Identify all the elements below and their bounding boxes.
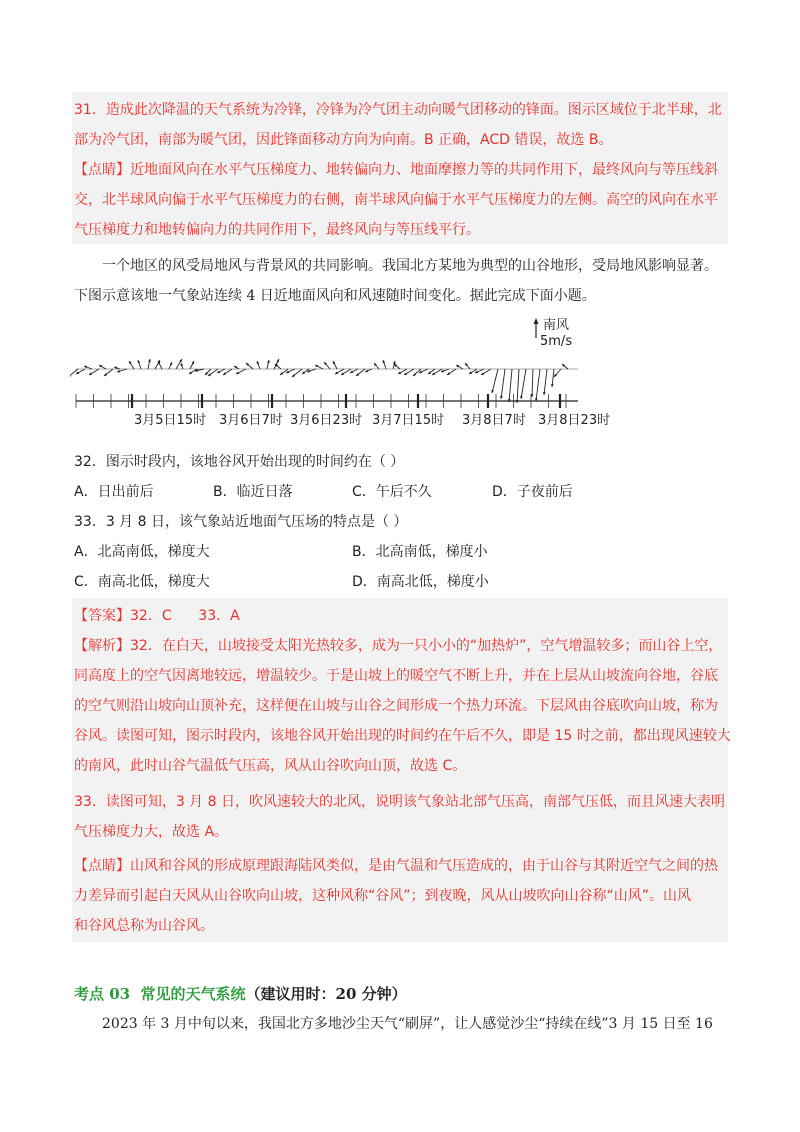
tip-2-text-1: 山风和谷风的形成原理跟海陆风类似，是由气温和气压造成的，由于山谷与其附近空气之间的热 [130, 858, 718, 874]
tip-2-line-3: 和谷风总称为山谷风。 [74, 918, 214, 934]
analysis-tag: 【解析】 [74, 638, 130, 654]
tip-2-line-2: 力差异而引起白天风从山谷吹向山坡，这种风称“谷风”；到夜晚，风从山坡吹向山谷称“山风”。山风 [74, 888, 692, 904]
tick-label-2: 3月6日7时 [219, 413, 283, 428]
tick-label-6: 3月8日23时 [538, 413, 611, 428]
wind-arrow [544, 369, 547, 395]
q33-stem: 33．3 月 8 日，该气象站近地面气压场的特点是（ ） [74, 514, 408, 530]
analysis-line-7: 气压梯度力大，故选 A。 [74, 824, 229, 840]
legend-arrowhead [534, 318, 539, 324]
answer-text: 32．C 33．A [130, 608, 240, 624]
q32-option-b: B．临近日落 [213, 484, 293, 500]
wind-arrow [517, 369, 519, 403]
section-note: （建议用时：20 分钟） [245, 985, 407, 1003]
q32-option-c: C．午后不久 [352, 484, 432, 500]
q33-option-a: A．北高南低，梯度大 [74, 544, 210, 560]
legend-speed: 5m/s [540, 334, 573, 349]
analysis-line-3: 的空气则沿山坡向山顶补充，这样便在山坡与山谷之间形成一个热力环流。下层风由谷底吹向山坡，称为 [74, 698, 718, 714]
q32-option-a: A．日出前后 [74, 484, 154, 500]
q32-stem: 32．图示时段内，该地谷风开始出现的时间约在（ ） [74, 454, 405, 470]
wind-arrowhead [181, 363, 184, 366]
tip-1-line-1 [74, 160, 718, 180]
tick-label-5: 3月8日7时 [462, 413, 526, 428]
q33-option-d: D．南高北低，梯度小 [352, 574, 489, 590]
answer-line [74, 606, 240, 626]
analysis-line-4: 谷风。读图可知，图示时段内，该地谷风开始出现的时间约在午后不久，即是 15 时之前，都出现风速较大 [74, 728, 731, 744]
tick-label-1: 3月5日15时 [134, 413, 207, 428]
wind-arrowhead [383, 360, 386, 363]
wind-arrowhead [138, 360, 141, 363]
intro-line-1: 一个地区的风受局地风与背景风的共同影响。我国北方某地为典型的山谷地形，受局地风影响显著。 [102, 258, 718, 274]
wind-arrow [532, 369, 533, 397]
q33-option-b: B．北高南低，梯度小 [352, 544, 488, 560]
wind-arrow [501, 369, 505, 399]
answer-tag: 【答案】 [74, 608, 130, 624]
intro-line-2: 下图示意该地一气象站连续 4 日近地面风向和风速随时间变化。据此完成下面小题。 [74, 288, 596, 304]
legend-direction: 南风 [543, 318, 570, 333]
analysis-line-2: 同高度上的空气因离地较远，增温较少。于是山坡上的暖空气不断上升，并在上层从山坡流向谷地，谷底 [74, 668, 718, 684]
q31-answer-line-1: 31．造成此次降温的天气系统为冷锋，冷锋为冷气团主动向暖气团移动的锋面。图示区域位于北半球，北 [74, 102, 722, 118]
q31-answer-line-2: 部为冷气团，南部为暖气团，因此锋面移动方向为向南。B 正确，ACD 错误，故选 B。 [74, 132, 613, 148]
section-title: 考点 03 常见的天气系统 [74, 985, 246, 1003]
tip-2-line-1 [74, 856, 718, 876]
wind-arrow [536, 369, 540, 401]
wind-arrow [509, 369, 512, 402]
tip-1-line-2: 交，北半球风向偏于水平气压梯度力的右侧，南半球风向偏于水平气压梯度力的左侧。高空的风向在水平 [74, 192, 718, 208]
wind-arrows-group [70, 359, 568, 403]
analysis-line-5: 的南风，此时山谷气温低气压高，风从山谷吹向山顶，故选 C。 [74, 758, 467, 774]
wind-arrow [521, 369, 526, 399]
tip-1-text-1: 近地面风向在水平气压梯度力、地转偏向力、地面摩擦力等的共同作用下，最终风向与等压线斜 [130, 162, 718, 178]
tick-label-3: 3月6日23时 [290, 413, 363, 428]
wind-time-series-figure [70, 312, 630, 432]
q32-option-d: D．子夜前后 [492, 484, 573, 500]
tip-2-tag: 【点睛】 [74, 858, 130, 874]
tick-label-4: 3月7日15时 [372, 413, 445, 428]
tip-1-tag: 【点睛】 [74, 162, 130, 178]
wind-arrowhead [148, 359, 151, 362]
tip-1-line-3: 气压梯度力和地转偏向力的共同作用下，最终风向与等压线平行。 [74, 222, 480, 238]
section-heading [74, 984, 407, 1004]
analysis-line-6: 33．读图可知，3 月 8 日，吹风速较大的北风，说明该气象站北部气压高，南部气压低，而且风速大表明 [74, 794, 725, 810]
next-paragraph-line-1: 2023 年 3 月中旬以来，我国北方多地沙尘天气“刷屏”，让人感觉沙尘“持续在线”3 月 15 日至 16 [102, 1016, 713, 1032]
analysis-text-1: 32．在白天，山坡接受太阳光热较多，成为一只小小的“加热炉”，空气增温较多；而山谷上空， [130, 638, 723, 654]
wind-arrow [492, 369, 498, 393]
analysis-line-1 [74, 636, 722, 656]
q33-option-c: C．南高北低，梯度大 [74, 574, 210, 590]
